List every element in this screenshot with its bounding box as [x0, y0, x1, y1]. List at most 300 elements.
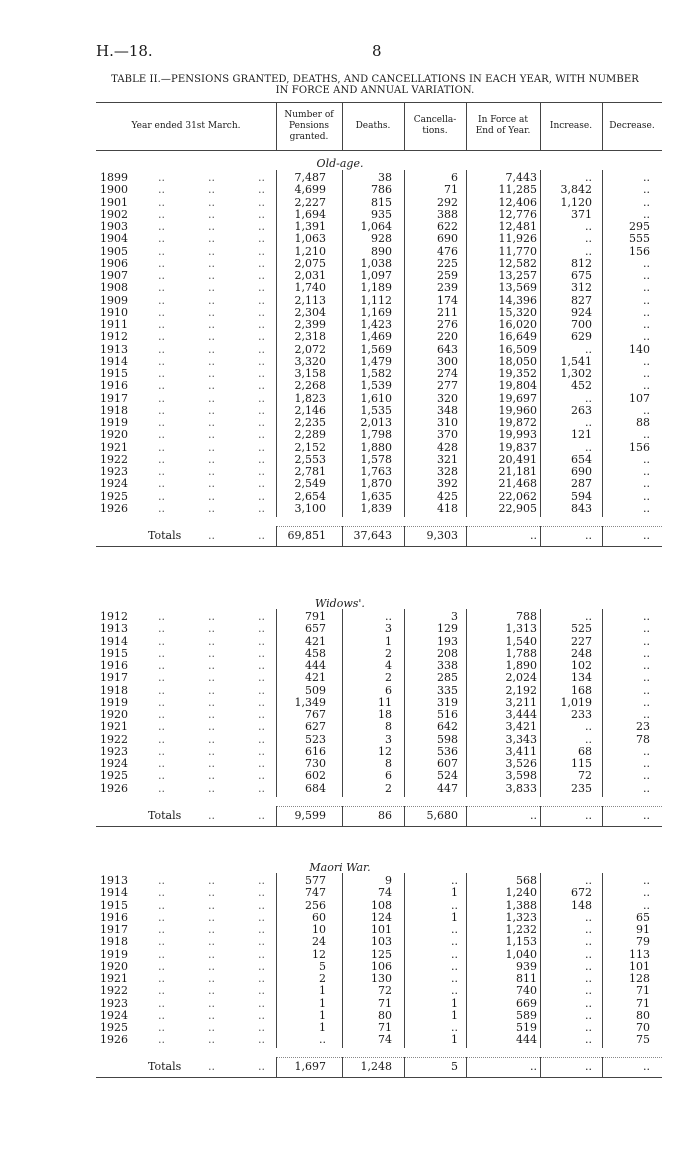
- leader-dots: ..: [208, 403, 215, 417]
- leader-dots: ..: [158, 379, 165, 393]
- cell-cancellations: 622: [437, 220, 458, 233]
- leader-dots: ..: [208, 195, 215, 209]
- cell-increase: ..: [585, 171, 592, 184]
- column-divider: [466, 170, 467, 517]
- totals-label: Totals: [148, 808, 182, 822]
- cell-in-force: 16,509: [498, 342, 537, 356]
- cell-year: 1924: [100, 757, 128, 770]
- leader-dots: ..: [158, 232, 165, 246]
- cell-in-force: 16,020: [498, 318, 537, 331]
- caption-line-2: IN FORCE AND ANNUAL VARIATION.: [275, 85, 475, 96]
- cell-decrease: ..: [643, 330, 650, 344]
- cell-cancellations: 447: [437, 781, 458, 795]
- table-row: [0, 973, 700, 985]
- cell-in-force: 12,776: [498, 207, 537, 221]
- cell-year: 1923: [100, 744, 128, 758]
- cell-in-force: 3,598: [505, 769, 537, 783]
- leader-dots: ..: [208, 452, 215, 466]
- cell-year: 1919: [100, 695, 128, 709]
- cell-increase: 227: [571, 634, 592, 648]
- cell-decrease: ..: [643, 305, 650, 319]
- cell-cancellations: 6: [451, 171, 458, 184]
- cell-deaths: 1,469: [360, 330, 392, 344]
- col-header-pensions-l1: Number of: [284, 110, 334, 120]
- cell-in-force: 11,770: [498, 244, 537, 258]
- leader-dots: ..: [208, 1060, 215, 1074]
- leader-dots: ..: [258, 195, 265, 209]
- leader-dots: ..: [158, 416, 165, 429]
- leader-dots: ..: [258, 171, 265, 184]
- cell-pensions-granted: 2,654: [294, 489, 326, 503]
- cell-year: 1922: [100, 984, 128, 998]
- leader-dots: ..: [158, 501, 165, 515]
- cell-decrease: 295: [629, 220, 650, 233]
- cell-deaths: 72: [378, 984, 392, 998]
- cell-deaths: 106: [371, 959, 392, 973]
- table-row: [0, 697, 700, 709]
- table-row: [0, 184, 700, 196]
- cell-in-force: 1,153: [505, 935, 537, 949]
- leader-dots: ..: [208, 220, 215, 233]
- cell-cancellations: 328: [437, 465, 458, 478]
- leader-dots: ..: [258, 489, 265, 503]
- cell-deaths: 125: [371, 947, 392, 961]
- leader-dots: ..: [258, 318, 265, 331]
- cell-cancellations: 425: [437, 489, 458, 503]
- leader-dots: ..: [158, 874, 165, 887]
- cell-in-force: 1,232: [505, 923, 537, 936]
- col-header-deaths-text: Deaths.: [355, 121, 391, 131]
- cell-pensions-granted: 7,487: [294, 171, 326, 184]
- cell-year: 1925: [100, 489, 128, 503]
- cell-year: 1918: [100, 683, 128, 697]
- cell-pensions-granted: 3,100: [294, 501, 326, 515]
- table-row: [0, 393, 700, 405]
- cell-increase: 812: [571, 256, 592, 270]
- cell-increase: ..: [585, 874, 592, 887]
- cell-year: 1921: [100, 440, 128, 454]
- cell-in-force: 21,181: [498, 465, 537, 478]
- leader-dots: ..: [208, 744, 215, 758]
- leader-dots: ..: [208, 281, 215, 295]
- cell-pensions-granted: 2,152: [294, 440, 326, 454]
- cell-year: 1899: [100, 171, 128, 184]
- leader-dots: ..: [258, 646, 265, 660]
- leader-dots: ..: [258, 757, 265, 770]
- cell-pensions-granted: 2,235: [294, 416, 326, 429]
- cell-pensions-granted: 2,031: [294, 269, 326, 282]
- cell-cancellations: 193: [437, 634, 458, 648]
- leader-dots: ..: [208, 465, 215, 478]
- cell-year: 1923: [100, 996, 128, 1010]
- cell-increase: ..: [585, 342, 592, 356]
- leader-dots: ..: [258, 744, 265, 758]
- cell-pensions-granted: 747: [305, 886, 326, 900]
- cell-increase: ..: [585, 1021, 592, 1034]
- leader-dots: ..: [158, 720, 165, 734]
- leader-dots: ..: [208, 610, 215, 623]
- cell-deaths: 1,798: [360, 428, 392, 442]
- cell-year: 1920: [100, 708, 128, 721]
- cell-deaths: 74: [378, 886, 392, 900]
- cell-increase: 654: [571, 452, 592, 466]
- leader-dots: ..: [208, 671, 215, 685]
- table-row: [0, 961, 700, 973]
- table-row: [0, 246, 700, 258]
- cell-pensions-granted: 1: [319, 996, 326, 1010]
- table-row: [0, 282, 700, 294]
- cell-year: 1901: [100, 195, 128, 209]
- cell-increase: 371: [571, 207, 592, 221]
- leader-dots: ..: [208, 416, 215, 429]
- leader-dots: ..: [208, 367, 215, 380]
- cell-pensions-granted: 602: [305, 769, 326, 783]
- cell-decrease: ..: [643, 874, 650, 887]
- table-row: [0, 998, 700, 1010]
- cell-year: 1913: [100, 874, 128, 887]
- cell-in-force: 22,062: [498, 489, 537, 503]
- total-increase: ..: [585, 1060, 592, 1074]
- cell-decrease: ..: [643, 671, 650, 685]
- cell-in-force: 2,024: [505, 671, 537, 685]
- cell-cancellations: 690: [437, 232, 458, 246]
- cell-deaths: 1,610: [360, 391, 392, 405]
- cell-cancellations: 71: [444, 183, 458, 197]
- cell-increase: ..: [585, 935, 592, 949]
- cell-pensions-granted: 1: [319, 1021, 326, 1034]
- cell-decrease: ..: [643, 195, 650, 209]
- cell-increase: 629: [571, 330, 592, 344]
- cell-year: 1918: [100, 403, 128, 417]
- table-row: [0, 356, 700, 368]
- leader-dots: ..: [158, 452, 165, 466]
- total-increase: ..: [585, 808, 592, 822]
- cell-cancellations: 300: [437, 354, 458, 368]
- cell-deaths: 6: [385, 769, 392, 783]
- leader-dots: ..: [158, 781, 165, 795]
- leader-dots: ..: [158, 489, 165, 503]
- leader-dots: ..: [158, 996, 165, 1010]
- cell-deaths: 1: [385, 634, 392, 648]
- cell-deaths: 1,064: [360, 220, 392, 233]
- cell-year: 1917: [100, 923, 128, 936]
- cell-increase: 675: [571, 269, 592, 282]
- cell-pensions-granted: 2,304: [294, 305, 326, 319]
- cell-cancellations: 516: [437, 708, 458, 721]
- cell-decrease: ..: [643, 898, 650, 912]
- col-header-pensions: [276, 110, 342, 143]
- section-title-maori-war: Maori War.: [309, 861, 371, 874]
- leader-dots: ..: [158, 477, 165, 491]
- leader-dots: ..: [208, 256, 215, 270]
- totals-rule: [276, 1057, 662, 1058]
- cell-cancellations: 1: [451, 910, 458, 924]
- cell-cancellations: 476: [437, 244, 458, 258]
- cell-year: 1903: [100, 220, 128, 233]
- leader-dots: ..: [208, 769, 215, 783]
- total-deaths: 1,248: [360, 1060, 392, 1074]
- cell-deaths: 2: [385, 781, 392, 795]
- cell-in-force: 3,411: [505, 744, 537, 758]
- table-row: [0, 912, 700, 924]
- total-increase: ..: [585, 528, 592, 542]
- cell-in-force: 3,421: [505, 720, 537, 734]
- cell-deaths: 71: [378, 1021, 392, 1034]
- leader-dots: ..: [158, 305, 165, 319]
- column-divider: [602, 609, 603, 797]
- cell-increase: 121: [571, 428, 592, 442]
- leader-dots: ..: [158, 403, 165, 417]
- total-in-force: ..: [530, 528, 537, 542]
- cell-in-force: 7,443: [505, 171, 537, 184]
- column-divider: [540, 873, 541, 1048]
- leader-dots: ..: [258, 256, 265, 270]
- leader-dots: ..: [208, 947, 215, 961]
- totals-rule: [276, 806, 662, 807]
- total-decrease: ..: [643, 808, 650, 822]
- leader-dots: ..: [158, 367, 165, 380]
- page-number: 8: [372, 42, 382, 60]
- total-cancellations: 5,680: [426, 808, 458, 822]
- cell-cancellations: 276: [437, 318, 458, 331]
- cell-increase: 263: [571, 403, 592, 417]
- cell-cancellations: ..: [451, 935, 458, 949]
- cell-in-force: 2,192: [505, 683, 537, 697]
- section-bottom-rule: [96, 1077, 662, 1078]
- cell-deaths: 71: [378, 996, 392, 1010]
- cell-pensions-granted: 1,349: [294, 695, 326, 709]
- cell-in-force: 788: [516, 610, 537, 623]
- column-divider: [466, 806, 467, 826]
- leader-dots: ..: [158, 947, 165, 961]
- leader-dots: ..: [258, 671, 265, 685]
- table-row: [0, 295, 700, 307]
- leader-dots: ..: [208, 886, 215, 900]
- leader-dots: ..: [158, 910, 165, 924]
- cell-in-force: 18,050: [498, 354, 537, 368]
- cell-cancellations: 1: [451, 1033, 458, 1047]
- cell-increase: 68: [578, 744, 592, 758]
- cell-decrease: 555: [629, 232, 650, 246]
- leader-dots: ..: [258, 898, 265, 912]
- leader-dots: ..: [258, 732, 265, 746]
- document-reference: H.—18.: [96, 42, 153, 60]
- table-row: [0, 466, 700, 478]
- cell-increase: 312: [571, 281, 592, 295]
- leader-dots: ..: [258, 769, 265, 783]
- leader-dots: ..: [258, 528, 265, 542]
- cell-cancellations: ..: [451, 874, 458, 887]
- cell-deaths: 8: [385, 757, 392, 770]
- cell-year: 1915: [100, 367, 128, 380]
- leader-dots: ..: [258, 183, 265, 197]
- cell-deaths: 4: [385, 659, 392, 672]
- leader-dots: ..: [158, 886, 165, 900]
- leader-dots: ..: [258, 342, 265, 356]
- cell-decrease: ..: [643, 452, 650, 466]
- cell-increase: 672: [571, 886, 592, 900]
- column-divider: [342, 170, 343, 517]
- cell-year: 1923: [100, 465, 128, 478]
- cell-pensions-granted: 444: [305, 659, 326, 672]
- table-row: [0, 636, 700, 648]
- leader-dots: ..: [258, 923, 265, 936]
- col-header-cancel-l2: tions.: [422, 126, 448, 136]
- cell-in-force: 13,257: [498, 269, 537, 282]
- table-row: [0, 648, 700, 660]
- col-header-deaths: [342, 121, 404, 132]
- cell-in-force: 12,481: [498, 220, 537, 233]
- total-pensions-granted: 1,697: [294, 1060, 326, 1074]
- total-pensions-granted: 9,599: [294, 808, 326, 822]
- section-title-old-age: Old-age.: [316, 157, 364, 170]
- leader-dots: ..: [158, 281, 165, 295]
- cell-year: 1914: [100, 634, 128, 648]
- cell-pensions-granted: 509: [305, 683, 326, 697]
- cell-pensions-granted: 10: [312, 923, 326, 936]
- leader-dots: ..: [208, 708, 215, 721]
- cell-cancellations: 1: [451, 1008, 458, 1022]
- table-row: [0, 197, 700, 209]
- leader-dots: ..: [258, 874, 265, 887]
- cell-pensions-granted: 1,740: [294, 281, 326, 295]
- col-header-inforce-l1: In Force at: [478, 115, 528, 125]
- totals-rule: [276, 526, 662, 527]
- cell-in-force: 1,323: [505, 910, 537, 924]
- cell-decrease: 79: [636, 935, 650, 949]
- cell-cancellations: ..: [451, 898, 458, 912]
- table-row: [0, 221, 700, 233]
- column-divider: [342, 806, 343, 826]
- cell-deaths: 101: [371, 923, 392, 936]
- cell-cancellations: 277: [437, 379, 458, 393]
- leader-dots: ..: [208, 318, 215, 331]
- total-deaths: 86: [378, 808, 392, 822]
- cell-cancellations: 428: [437, 440, 458, 454]
- cell-in-force: 3,833: [505, 781, 537, 795]
- cell-pensions-granted: 1,823: [294, 391, 326, 405]
- cell-year: 1914: [100, 886, 128, 900]
- leader-dots: ..: [208, 489, 215, 503]
- table-row: [0, 770, 700, 782]
- cell-in-force: 19,804: [498, 379, 537, 393]
- cell-decrease: ..: [643, 683, 650, 697]
- cell-increase: 924: [571, 305, 592, 319]
- cell-decrease: ..: [643, 293, 650, 307]
- cell-cancellations: 225: [437, 256, 458, 270]
- column-divider: [602, 526, 603, 546]
- leader-dots: ..: [158, 1008, 165, 1022]
- col-header-in-force: [466, 115, 540, 137]
- cell-in-force: 3,211: [505, 695, 537, 709]
- leader-dots: ..: [258, 281, 265, 295]
- total-cancellations: 5: [451, 1060, 458, 1074]
- cell-year: 1926: [100, 501, 128, 515]
- cell-in-force: 20,491: [498, 452, 537, 466]
- leader-dots: ..: [208, 910, 215, 924]
- column-divider: [540, 170, 541, 517]
- cell-in-force: 3,343: [505, 732, 537, 746]
- table-row: [0, 270, 700, 282]
- cell-increase: ..: [585, 416, 592, 429]
- col-header-cancellations: [404, 115, 466, 137]
- leader-dots: ..: [158, 391, 165, 405]
- cell-increase: 233: [571, 708, 592, 721]
- cell-increase: 1,019: [560, 695, 592, 709]
- cell-cancellations: 607: [437, 757, 458, 770]
- cell-increase: 148: [571, 898, 592, 912]
- leader-dots: ..: [258, 910, 265, 924]
- leader-dots: ..: [208, 330, 215, 344]
- leader-dots: ..: [158, 244, 165, 258]
- leader-dots: ..: [258, 972, 265, 985]
- leader-dots: ..: [208, 528, 215, 542]
- cell-decrease: ..: [643, 769, 650, 783]
- cell-in-force: 16,649: [498, 330, 537, 344]
- leader-dots: ..: [208, 1033, 215, 1047]
- leader-dots: ..: [158, 342, 165, 356]
- cell-year: 1926: [100, 781, 128, 795]
- cell-in-force: 589: [516, 1008, 537, 1022]
- cell-increase: ..: [585, 923, 592, 936]
- cell-pensions-granted: 2,781: [294, 465, 326, 478]
- cell-year: 1920: [100, 959, 128, 973]
- leader-dots: ..: [158, 732, 165, 746]
- column-divider: [342, 526, 343, 546]
- leader-dots: ..: [158, 898, 165, 912]
- header-bottom-rule: [96, 150, 662, 151]
- cell-cancellations: 3: [451, 610, 458, 623]
- leader-dots: ..: [208, 732, 215, 746]
- cell-decrease: ..: [643, 708, 650, 721]
- table-row: [0, 936, 700, 948]
- cell-deaths: 6: [385, 683, 392, 697]
- leader-dots: ..: [208, 659, 215, 672]
- table-row: [0, 721, 700, 733]
- cell-year: 1922: [100, 732, 128, 746]
- cell-increase: 1,120: [560, 195, 592, 209]
- col-header-inforce-l2: End of Year.: [475, 126, 531, 136]
- cell-pensions-granted: 2,268: [294, 379, 326, 393]
- cell-year: 1919: [100, 416, 128, 429]
- cell-year: 1924: [100, 477, 128, 491]
- cell-decrease: ..: [643, 489, 650, 503]
- cell-deaths: 1,839: [360, 501, 392, 515]
- leader-dots: ..: [258, 501, 265, 515]
- cell-increase: ..: [585, 984, 592, 998]
- cell-in-force: 811: [516, 972, 537, 985]
- cell-deaths: 935: [371, 207, 392, 221]
- leader-dots: ..: [208, 996, 215, 1010]
- table-row: [0, 660, 700, 672]
- cell-in-force: 669: [516, 996, 537, 1010]
- cell-increase: 287: [571, 477, 592, 491]
- column-divider: [602, 1057, 603, 1077]
- cell-deaths: 1,112: [360, 293, 392, 307]
- cell-increase: ..: [585, 610, 592, 623]
- leader-dots: ..: [158, 935, 165, 949]
- cell-pensions-granted: 1,694: [294, 207, 326, 221]
- leader-dots: ..: [158, 195, 165, 209]
- column-divider: [404, 806, 405, 826]
- table-row: [0, 985, 700, 997]
- leader-dots: ..: [158, 757, 165, 770]
- leader-dots: ..: [258, 996, 265, 1010]
- table-row: [0, 623, 700, 635]
- column-divider: [342, 873, 343, 1048]
- column-divider: [404, 1057, 405, 1077]
- table-row: [0, 307, 700, 319]
